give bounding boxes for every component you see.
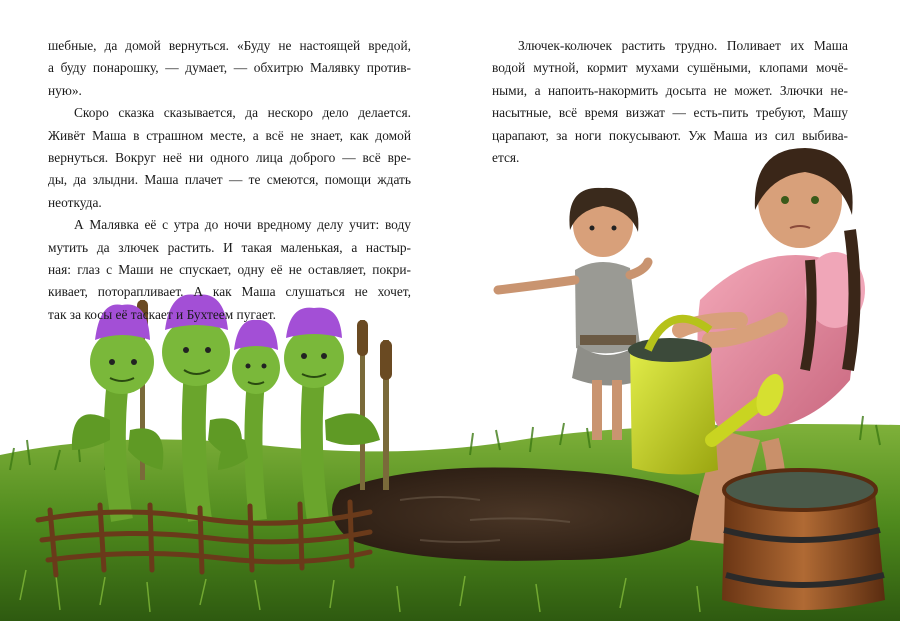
text-line: царапают, за ноги покусывают. Уж Маша из сил выбива- [492,127,848,143]
text-line: неоткуда. [48,194,102,210]
text-line: ными, а напоить-накормить досыта не может. Злючки не- [492,82,848,98]
text-line: ется. [492,150,520,166]
left-text-column [48,35,411,326]
barrel [722,470,885,610]
text-line: Злючек-колючек растить трудно. Поливает их Маша [518,38,848,53]
text-line: так за косы её таскает и Бухтеем пугает. [48,306,276,322]
text-line: ная: глаз с Маши не спускает, одну её не оставляет, покри- [48,262,411,278]
text-line: Скоро сказка сказывается, да нескоро дело делается. [74,105,411,121]
text-line: ды, да злыдни. Маша плачет — те смеются, помощи ждать [48,172,411,188]
text-line: насытные, всё время визжат — есть-пить требуют, Машу [492,105,848,121]
text-line: ную». [48,82,82,98]
small-child [498,188,648,440]
text-line: а буду понарошку, — думает, — обхитрю Малявку против- [48,60,411,76]
text-line: шебные, да домой вернуться. «Буду не настоящей вредой, [48,38,411,53]
text-line: вернуться. Вокруг неё ни одного лица доброго — всё вре- [48,150,411,166]
paragraph [492,35,848,169]
paragraph [48,35,411,102]
paragraph [48,214,411,326]
text-line: мутить да злючек растить. И такая маленькая, а настыр- [48,239,411,255]
paragraph [48,102,411,214]
text-line: Живёт Маша в страшном месте, а всё не знает, как домой [48,127,411,143]
text-line: кивает, поторапливает. А как Маша слушаться не хочет, [48,284,411,300]
text-line: водой мутной, кормит мухами сушёными, клопами мочё- [492,60,848,76]
right-text-column [492,35,848,169]
text-line: А Малявка её с утра до ночи вредному делу учит: воду [74,217,411,233]
